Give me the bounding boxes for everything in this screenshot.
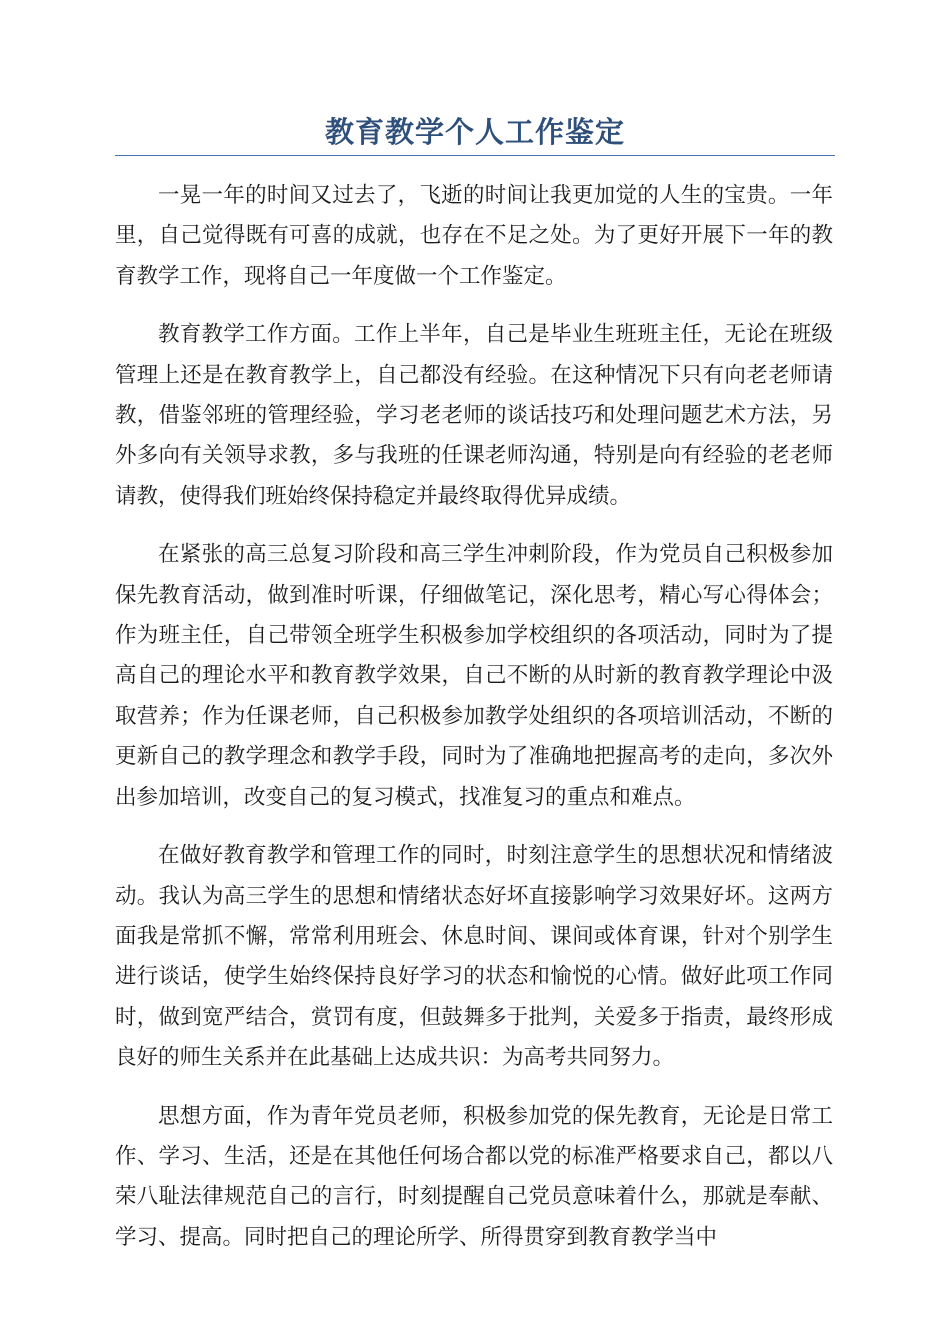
- document-title: 教育教学个人工作鉴定: [324, 115, 625, 149]
- paragraph-teaching: 教育教学工作方面。工作上半年，自己是毕业生班班主任，无论在班级管理上还是在教育教学上，自己都没有经验。在这种情况下只有向老老师请教，借鉴邻班的管理经验，学习老老师的谈话技巧和处理问题艺术方法，另外多向有关领导求教，多与我班的任课老师沟通，特别是向有经验的老老师请教，使得我们班始终保持稳定并最终取得优异成绩。: [115, 322, 833, 509]
- document-body: [115, 176, 833, 1276]
- paragraph-student-care: 在做好教育教学和管理工作的同时，时刻注意学生的思想状况和情绪波动。我认为高三学生的思想和情绪状态好坏直接影响学习效果好坏。这两方面我是常抓不懈，常常利用班会、休息时间、课间或体育课，针对个别学生进行谈话，使学生始终保持良好学习的状态和愉悦的心情。做好此项工作同时，做到宽严结合，赏罚有度，但鼓舞多于批判，关爱多于指责，最终形成良好的师生关系并在此基础上达成共识：为高考共同努力。: [115, 843, 833, 1071]
- title-underline: [115, 155, 835, 156]
- paragraph-ideology: 思想方面，作为青年党员老师，积极参加党的保先教育，无论是日常工作、学习、生活，还是在其他任何场合都以党的标准严格要求自己，都以八荣八耻法律规范自己的言行，时刻提醒自己党员意味着什么，那就是奉献、学习、提高。同时把自己的理论所学、所得贯穿到教育教学当中: [115, 1103, 833, 1250]
- paragraph-intro: 一晃一年的时间又过去了，飞逝的时间让我更加觉的人生的宝贵。一年里，自己觉得既有可喜的成就，也存在不足之处。为了更好开展下一年的教育教学工作，现将自己一年度做一个工作鉴定。: [115, 183, 833, 289]
- paragraph-review-stage: 在紧张的高三总复习阶段和高三学生冲刺阶段，作为党员自己积极参加保先教育活动，做到准时听课，仔细做笔记，深化思考，精心写心得体会；作为班主任，自己带领全班学生积极参加学校组织的各项活动，同时为了提高自己的理论水平和教育教学效果，自己不断的从时新的教育教学理论中汲取营养；作为任课老师，自己积极参加教学处组织的各项培训活动，不断的更新自己的教学理念和教学手段，同时为了准确地把握高考的走向，多次外出参加培训，改变自己的复习模式，找准复习的重点和难点。: [115, 542, 833, 810]
